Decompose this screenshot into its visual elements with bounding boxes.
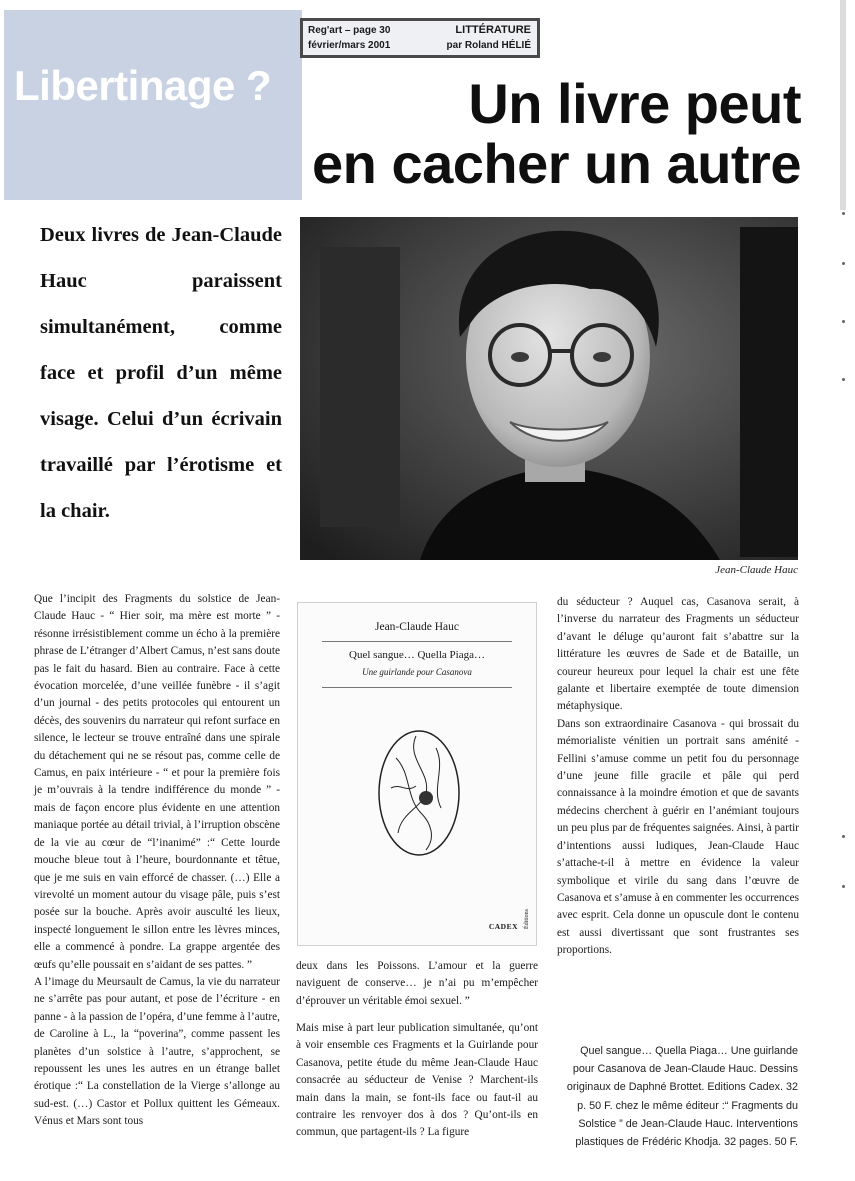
article-column-3	[557, 594, 799, 960]
masthead-date: février/mars 2001	[308, 40, 391, 51]
paragraph: A l’image du Meursault de Camus, la vie du narrateur ne s’arrête pas pour autant, et pose de l’écriture - en panne - à la passion de l’opéra, d’une femme à l’autre, de Caroline à L., la “poverina”, comme passent les planètes d’un solstice à l’autre, s’approchent, se repoussent les unes les autres en un étrange ballet érotique :“ La constellation de la Vierge s’allonge au sud-est. (…) Castor et Pollux quittent les Gémeaux. Vénus et Mars sont tous	[34, 975, 280, 1128]
article-column-1	[34, 591, 280, 1131]
book-title: Quel sangue… Quella Piaga…	[349, 649, 485, 661]
paragraph: Que l’incipit des Fragments du solstice de Jean-Claude Hauc - “ Hier soir, ma mère est morte ” - résonne irrésistiblement comme un écho à la première phrase de L’étranger d’Albert Camus, n’est sans doute pas le fait du hasard. Bien au contraire. Face à cette évocation morcelée, d’une veillée funèbre - il s’agit d’un journal - des petits protocoles qui entourent un décès, des souvenirs du narrateur qui refont surface en silence, le lecteur se trouve entraîné dans une spirale du détachement qui ne se résout pas, comme celle de Camus, en paix intérieure - “ et pour la première fois je m’ouvrais à la tendre indifférence du monde ” - mais de façon encore plus évidente en une attention maniaque portée au détail trivial, à l’irruption obscène de la vie au cœur de “l’inanimé” :“ Cette lourde mouche bleue tout à l’heure, bourdonnante et têtue, que je me suis en vain efforcé de chasser. (…) Elle a virevolté un moment autour du visage pâle, puis s’est posée sur la bouche. Après avoir ausculté les lieux, inspecté longuement le sillon entre les lèvres minces, elle a commencé à pondre. La grappe argentée des œufs qu’elle poussait en s’aidant de ses pattes. ”	[34, 593, 280, 971]
book-subtitle: Une guirlande pour Casanova	[362, 667, 472, 677]
photo-caption: Jean-Claude Hauc	[715, 564, 798, 576]
article-column-2-bottom	[296, 1020, 538, 1142]
scan-speck	[842, 320, 845, 323]
author-photo	[300, 217, 798, 560]
headline-line-2: en cacher un autre	[312, 132, 801, 195]
masthead-section: LITTÉRATURE	[455, 24, 531, 36]
scan-speck	[842, 378, 845, 381]
paragraph: deux dans les Poissons. L’amour et la guerre naviguent de conserve… je n’ai pu m’empêcher d’éprouver un véritable émoi sexuel. ”	[296, 960, 538, 1007]
kicker: Libertinage ?	[14, 62, 272, 109]
divider	[322, 641, 512, 642]
book-cover-drawing	[376, 728, 462, 858]
page-edge-shadow	[840, 0, 846, 210]
masthead-author: par Roland HÉLIÉ	[446, 40, 531, 51]
book-editions: Éditions	[524, 908, 530, 929]
book-publisher: CADEX	[488, 922, 518, 931]
masthead-page: Reg'art – page 30	[308, 25, 391, 36]
masthead-box	[300, 18, 540, 58]
portrait-illustration	[300, 217, 798, 560]
book-credits: Quel sangue… Quella Piaga… Une guirlande pour Casanova de Jean-Claude Hauc. Dessins originaux de Daphné Brottet. Editions Cadex. 32 p. 50 F. chez le même éditeur :“ Fragments du Solstice ” de Jean-Claude Hauc. Interventions plastiques de Frédéric Khodja. 32 pages. 50 F.	[566, 1045, 798, 1149]
paragraph: Mais mise à part leur publication simultanée, qu’ont à voir ensemble ces Fragments et la Guirlande pour Casanova, petite étude du même Jean-Claude Hauc consacrée au séducteur de Venise ? Marchent-ils main dans la main, se font-ils face ou faut-il au contraire les renvoyer dos à dos ? Qu’ont-ils en commun, que partagent-ils ? La figure	[296, 1022, 538, 1139]
article-column-2-top	[296, 958, 538, 1010]
paragraph: Dans son extraordinaire Casanova - qui brossait du mémorialiste vénitien un portrait sans aménité - Fellini s’amuse comme un petit fou du personnage d’une jeune fille gracile et pâle qui perd connaissance à la moindre émotion et que de savants médecins cherchent à guérir en l’anémiant toujours un peu plus par de fréquentes saignées. Ainsi, à partir d’intentions aussi ludiques, Jean-Claude Hauc s’attache-t-il à mettre en évidence la valeur symbolique et virile du sang dans l’œuvre de Casanova et s’amuse à en commenter les occurrences avec esprit. Cela donne un opuscule dont le contenu est aussi divertissant que sont frustrantes ses proportions.	[557, 717, 799, 957]
scan-speck	[842, 885, 845, 888]
book-author: Jean-Claude Hauc	[375, 621, 459, 633]
lead-paragraph: Deux livres de Jean-Claude Hauc paraissent simultanément, comme face et profil d’un même visage. Celui d’un écrivain travaillé par l’érotisme et la chair.	[40, 224, 282, 522]
scan-speck	[842, 262, 845, 265]
divider	[322, 687, 512, 688]
book-cover	[297, 602, 537, 946]
headline-line-1: Un livre peut	[468, 72, 801, 135]
scan-speck	[842, 212, 845, 215]
scan-speck	[842, 835, 845, 838]
paragraph: du séducteur ? Auquel cas, Casanova serait, à l’inverse du narrateur des Fragments un séducteur d’avant le déluge qu’auront fait s’abattre sur la littérature les œuvres de Sade et de Bataille, un coureur heureux pour lequel la chair est une fête galante et libertaire exemptée de toute dimension métaphysique.	[557, 596, 799, 713]
